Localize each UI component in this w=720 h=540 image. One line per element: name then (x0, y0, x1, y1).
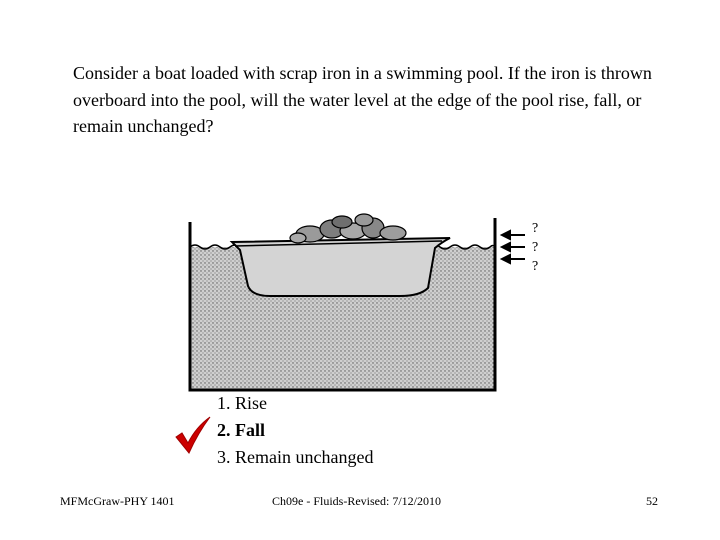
option-fall[interactable]: 2. Fall (217, 420, 265, 440)
option-rise[interactable]: 1. Rise (217, 393, 268, 413)
answer-options (217, 390, 373, 471)
option-remain-unchanged[interactable]: 3. Remain unchanged (217, 447, 374, 467)
footer-course-label: MFMcGraw-PHY 1401 (60, 494, 175, 508)
question-mark-fall: ? (532, 259, 539, 274)
boat-hull (232, 238, 450, 296)
question-mark-same: ? (532, 240, 539, 255)
footer-page-number: 52 (646, 494, 658, 508)
boat-in-pool-illustration (180, 210, 560, 400)
footer-chapter-label: Ch09e - Fluids-Revised: 7/12/2010 (272, 494, 441, 508)
correct-answer-check-icon (172, 415, 214, 457)
question-text: Consider a boat loaded with scrap iron in a swimming pool. If the iron is thrown overboard into the pool, will the water level at the edge of the pool rise, fall, or remain unchanged? (73, 63, 652, 136)
water-level-arrows (502, 231, 525, 263)
question-mark-rise: ? (532, 221, 539, 236)
scrap-iron-pile (290, 214, 406, 243)
